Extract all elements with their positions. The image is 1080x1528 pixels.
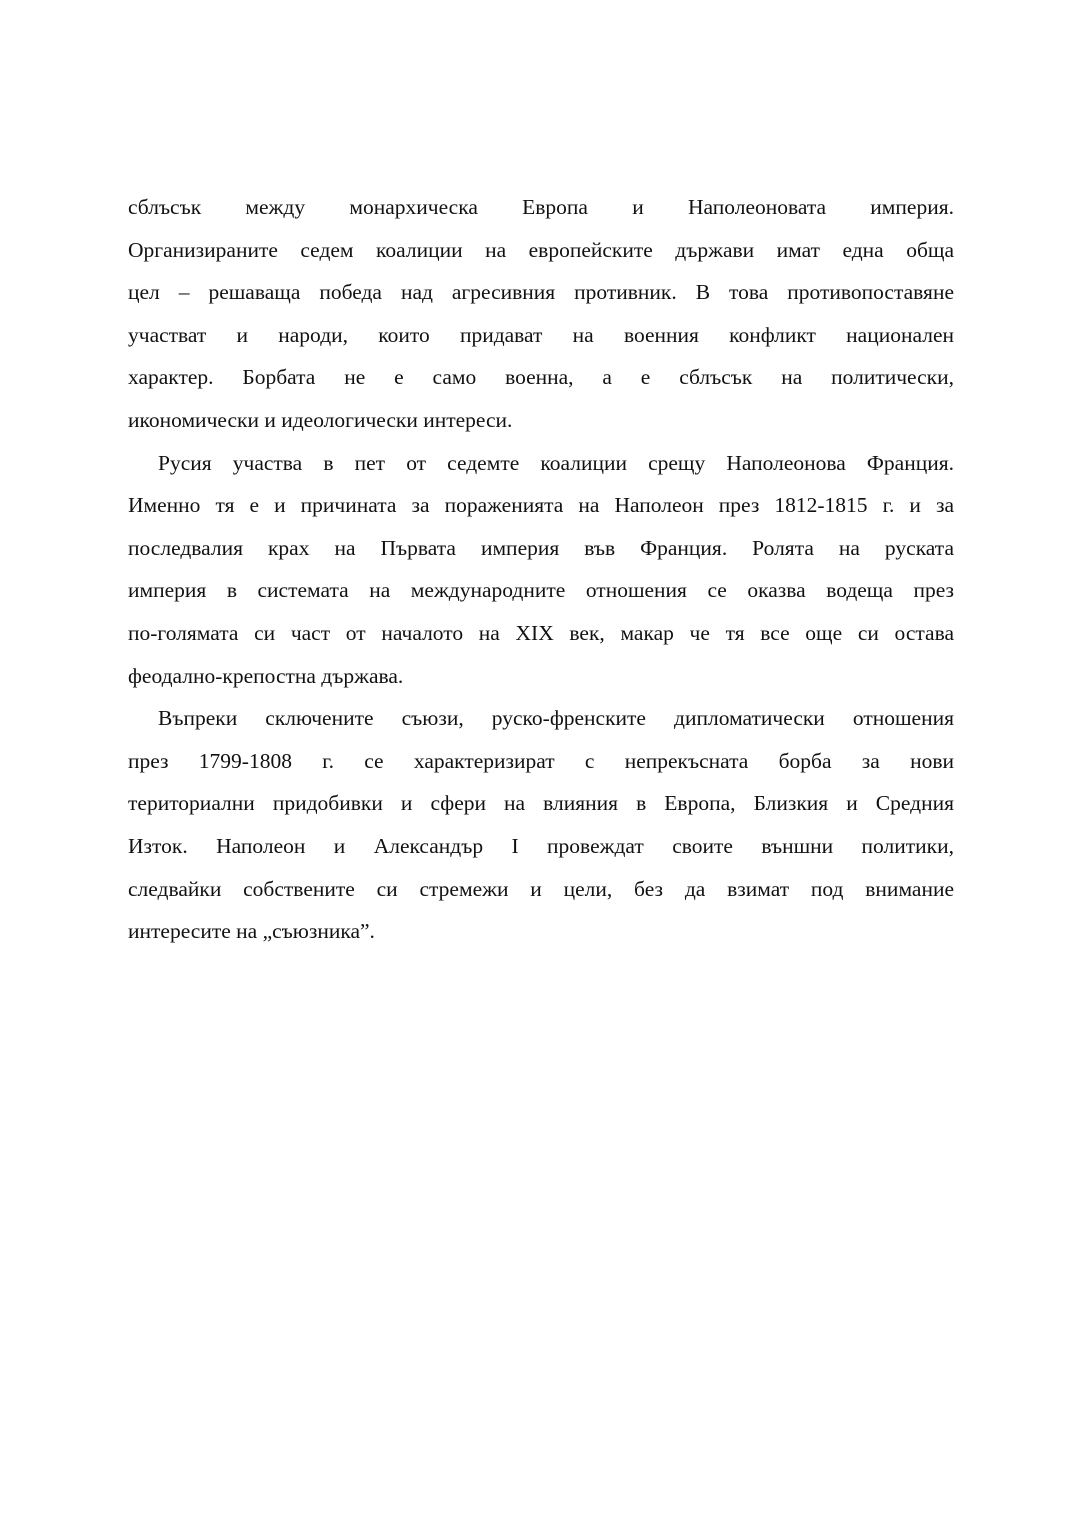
text-line: характер. Борбата не е само военна, а е сблъсък на политически,: [128, 365, 954, 390]
text-line: икономически и идеологически интереси.: [128, 407, 513, 432]
body-text: [128, 186, 954, 953]
text-line: империя в системата на международните отношения се оказва водеща през: [128, 578, 954, 603]
text-line: Организираните седем коалиции на европейските държави имат една обща: [128, 237, 954, 262]
text-line: Именно тя е и причината за пораженията на Наполеон през 1812-1815 г. и за: [128, 493, 954, 518]
text-line: участват и народи, които придават на военния конфликт национален: [128, 322, 954, 347]
text-line: интересите на „съюзника”.: [128, 919, 375, 944]
text-line: териториални придобивки и сфери на влияния в Европа, Близкия и Средния: [128, 791, 954, 816]
text-line: по-голямата си част от началото на XIX век, макар че тя все още си остава: [128, 620, 954, 645]
text-line: Въпреки сключените съюзи, руско-френските дипломатически отношения: [158, 706, 954, 731]
text-line: Изток. Наполеон и Александър I провеждат своите външни политики,: [128, 833, 954, 858]
paragraph-1: [128, 186, 954, 442]
paragraph-3: [128, 697, 954, 953]
text-line: феодално-крепостна държава.: [128, 663, 404, 688]
text-line: последвалия крах на Първата империя във Франция. Ролята на руската: [128, 535, 954, 560]
paragraph-2: [128, 442, 954, 698]
text-line: през 1799-1808 г. се характеризират с непрекъсната борба за нови: [128, 748, 954, 773]
text-line: сблъсък между монархическа Европа и Наполеоновата империя.: [128, 195, 954, 219]
text-line: цел – решаваща победа над агресивния противник. В това противопоставяне: [128, 280, 954, 305]
text-line: Русия участва в пет от седемте коалиции срещу Наполеонова Франция.: [158, 450, 954, 475]
text-line: следвайки собствените си стремежи и цели, без да взимат под внимание: [128, 876, 954, 901]
